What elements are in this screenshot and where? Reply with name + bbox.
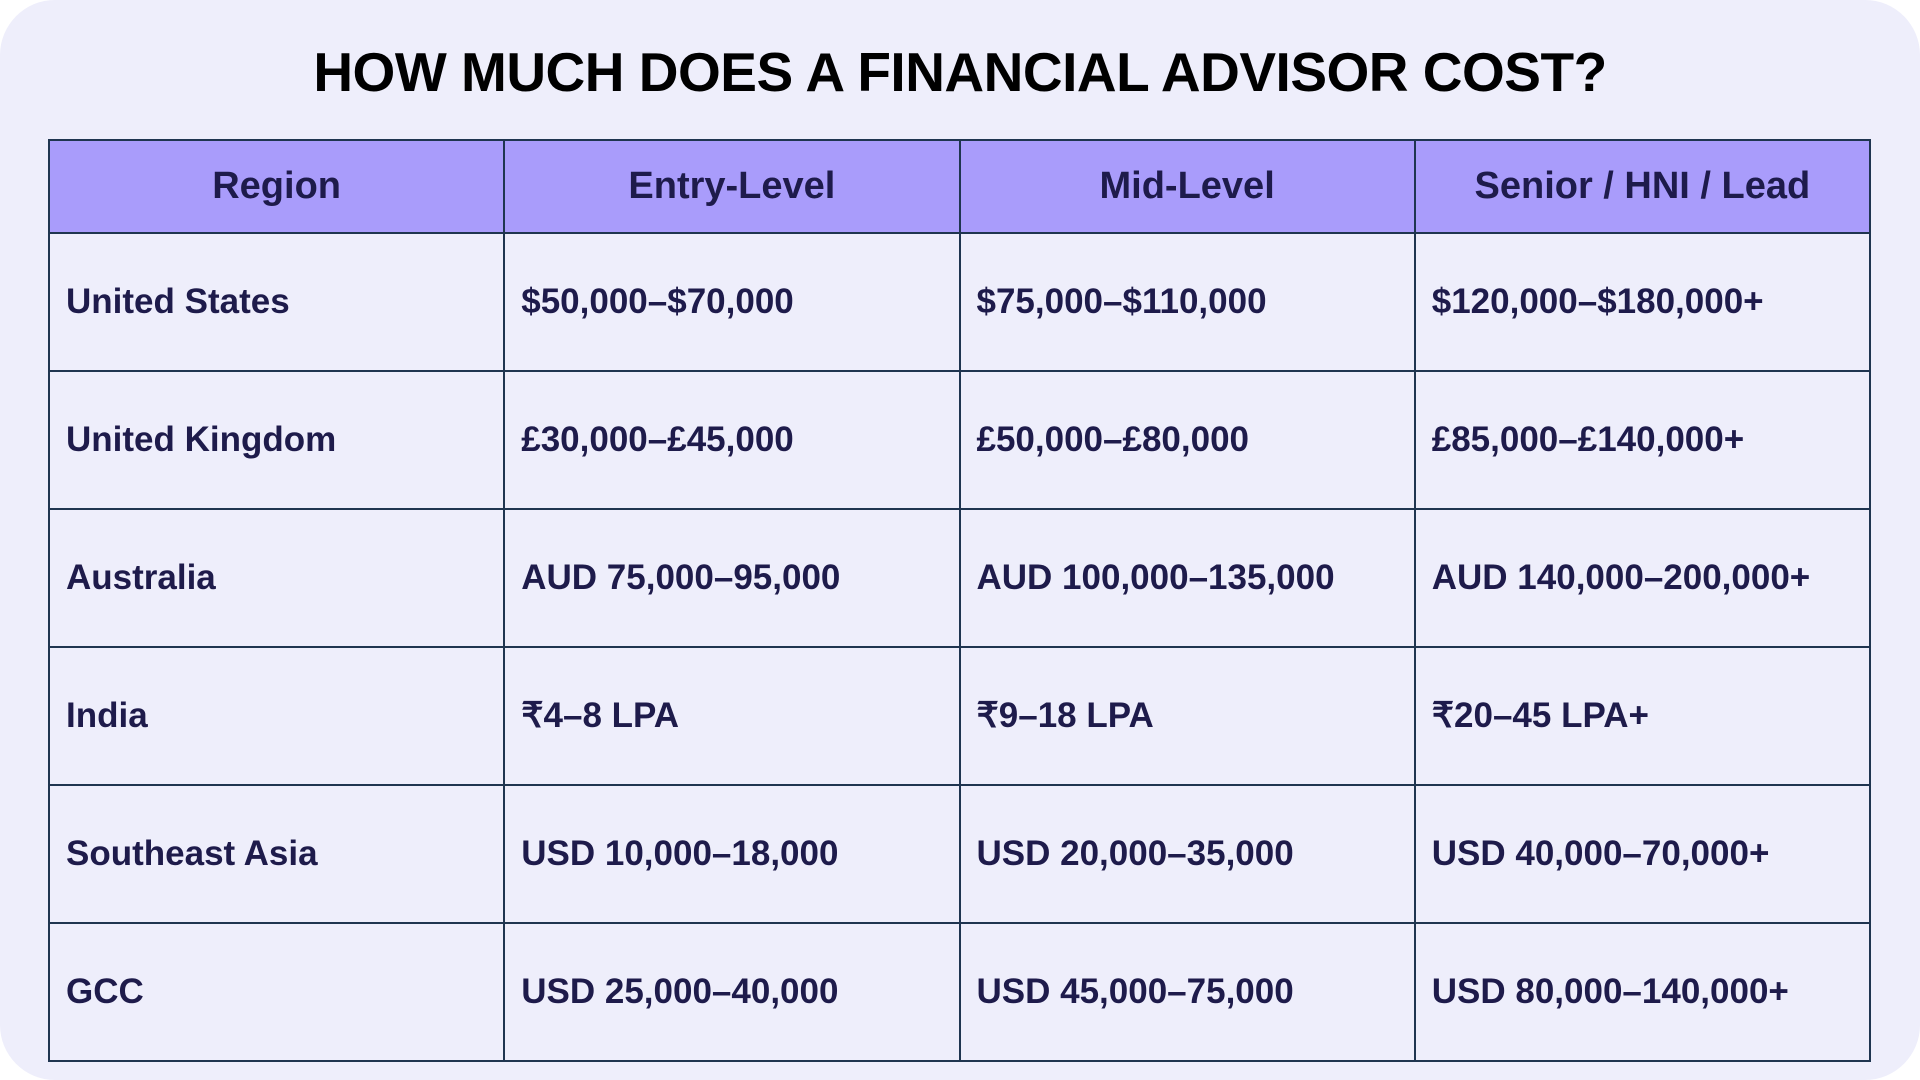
cell-senior-level: £85,000–£140,000+ (1415, 371, 1870, 509)
header-senior-level: Senior / HNI / Lead (1415, 140, 1870, 233)
header-entry-level: Entry-Level (504, 140, 959, 233)
cell-region: United Kingdom (49, 371, 504, 509)
table-row (49, 785, 1870, 923)
cell-mid-level: ₹9–18 LPA (960, 647, 1415, 785)
cell-senior-level: USD 80,000–140,000+ (1415, 923, 1870, 1061)
table-row (49, 509, 1870, 647)
header-region: Region (49, 140, 504, 233)
table-header (49, 140, 1870, 233)
cell-mid-level: USD 45,000–75,000 (960, 923, 1415, 1061)
cell-senior-level: ₹20–45 LPA+ (1415, 647, 1870, 785)
cell-entry-level: USD 25,000–40,000 (504, 923, 959, 1061)
cell-mid-level: $75,000–$110,000 (960, 233, 1415, 371)
cell-senior-level: AUD 140,000–200,000+ (1415, 509, 1870, 647)
cell-entry-level: USD 10,000–18,000 (504, 785, 959, 923)
cell-region: Australia (49, 509, 504, 647)
cell-region: India (49, 647, 504, 785)
cell-mid-level: USD 20,000–35,000 (960, 785, 1415, 923)
table-body (49, 233, 1870, 1061)
cell-senior-level: USD 40,000–70,000+ (1415, 785, 1870, 923)
cell-entry-level: AUD 75,000–95,000 (504, 509, 959, 647)
cell-mid-level: AUD 100,000–135,000 (960, 509, 1415, 647)
header-mid-level: Mid-Level (960, 140, 1415, 233)
cell-entry-level: £30,000–£45,000 (504, 371, 959, 509)
table-row (49, 371, 1870, 509)
table-row (49, 647, 1870, 785)
cell-region: GCC (49, 923, 504, 1061)
cell-entry-level: $50,000–$70,000 (504, 233, 959, 371)
cell-region: United States (49, 233, 504, 371)
page-title: HOW MUCH DOES A FINANCIAL ADVISOR COST? (313, 41, 1607, 103)
salary-table (48, 139, 1871, 1062)
cell-senior-level: $120,000–$180,000+ (1415, 233, 1870, 371)
cell-region: Southeast Asia (49, 785, 504, 923)
cell-entry-level: ₹4–8 LPA (504, 647, 959, 785)
cell-mid-level: £50,000–£80,000 (960, 371, 1415, 509)
header-row (49, 140, 1870, 233)
table-row (49, 233, 1870, 371)
table-row (49, 923, 1870, 1061)
